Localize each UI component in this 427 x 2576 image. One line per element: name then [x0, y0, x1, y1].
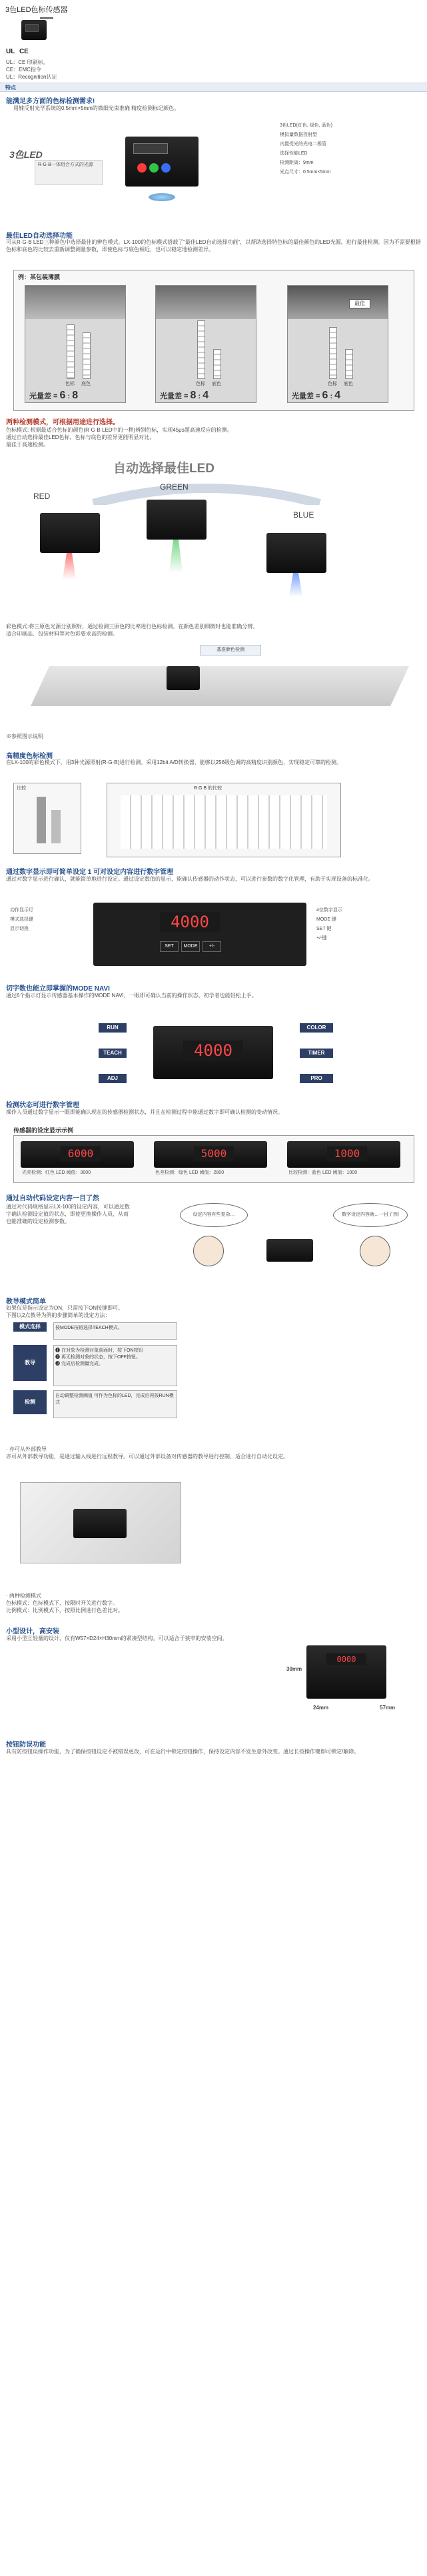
note-line: · 两种检测模式 [6, 1593, 41, 1599]
film-sample [288, 286, 388, 319]
example-caption: 光亮检测：红色 LED 阈值：3000 [22, 1170, 91, 1175]
bar-graph [329, 327, 337, 379]
bar-label: 色标 [328, 382, 337, 386]
section12-desc: 具有防按钮误操作功能，为了确保按钮设定不被错误更改，可在运行中锁定按钮操作，保持设定内容不发生意外改变。通过长按操作键即可锁定/解除。 [6, 1749, 360, 1755]
green-beam [169, 540, 183, 573]
note-line: 亦可从外部教导功能，是通过输入线进行远程教导。可以通过外部设备对传感器的教导进行控制，适合进行自动化设定。 [6, 1454, 288, 1460]
section11-notes [6, 1592, 419, 1614]
features-bar [0, 83, 427, 92]
sensor-green [147, 500, 207, 540]
section4-desc [6, 623, 419, 638]
sensor-body [125, 137, 199, 187]
bar-label: 底色 [212, 382, 221, 386]
navi-display: 4000 [183, 1041, 243, 1061]
mode-adj: ADJ [99, 1074, 127, 1083]
example-caption: 色差检测：绿色 LED 阈值：2800 [155, 1170, 224, 1175]
panel-red [25, 285, 126, 403]
auto-led-illustration [13, 453, 413, 600]
section12-title: 按钮防误功能 [6, 1741, 46, 1749]
section11-title: 小型设计，高安装 [6, 1628, 59, 1635]
page-filler [0, 1772, 427, 2576]
section1-illustration [5, 113, 258, 223]
plus-minus-button[interactable]: +/- [203, 941, 221, 952]
bar-label: 色标 [196, 382, 205, 386]
mode-navi-illustration [80, 1019, 346, 1089]
red-led [137, 163, 147, 173]
mode-teach: TEACH [99, 1049, 127, 1058]
section1-desc: 用辅反射光学系统的0.5mm×5mm的微细光束准确 精度检测标记颜色。 [13, 105, 180, 111]
display-example [287, 1141, 400, 1168]
bar-graph [213, 349, 221, 379]
sensor-icon [266, 1239, 313, 1262]
external-teach-illustration [13, 1469, 200, 1585]
section1-title: 能满足多方面的色标检测需求! [6, 98, 95, 105]
worker-icon [193, 1236, 224, 1266]
film-sample [156, 286, 256, 319]
note-line: 色标模式：色标模式下，按限时开关进行数字。 [6, 1600, 118, 1606]
step-tag: 检测 [13, 1390, 47, 1414]
desc-line: 色标模式: 根据最适合色标的颜色(R·G·B LED中的一种)辨别色标，实现45μs超高速反应的检测。 [6, 427, 232, 433]
note-line: · 亦可从外部教导 [6, 1446, 47, 1452]
section8-title: 检测状态可进行数字管理 [6, 1102, 79, 1109]
dim-depth: 24mm [313, 1705, 329, 1711]
panel-label: MODE 键 [316, 917, 336, 922]
panel-label: SET 键 [316, 927, 332, 931]
navi-device [153, 1026, 273, 1079]
dimension-display: 0000 [326, 1653, 366, 1665]
desc-line: 如果仅是指示设定为ON，只需按下ON按键即可。 [6, 1305, 123, 1311]
display-example [21, 1141, 134, 1168]
step-tag: 模式选择 [13, 1322, 47, 1332]
compare-small-box [13, 783, 81, 854]
rgb-bars [121, 795, 327, 849]
section7-title: 切字数也能立即掌握的MODE NAVI [6, 985, 110, 993]
section3-title: 两种检测模式，可根据用途进行选择。 [6, 419, 119, 426]
desc-line: 彩色模式:将三原色光源分别照射，通过检测三原色的比率进行色标检测。在颜色差别细微时也能准确分辨。 [6, 624, 258, 630]
green-label: GREEN [160, 482, 189, 492]
blue-led [161, 163, 171, 173]
cert-line: UL：Recognition认证 [6, 74, 57, 80]
ce-logo: CE [19, 48, 29, 55]
panel-label: 动作显示灯 [10, 908, 33, 913]
section1-callouts [280, 121, 420, 177]
bar-graph [197, 320, 205, 379]
panel-label: 4位数字显示 [316, 908, 342, 913]
bar-graph [345, 349, 353, 379]
red-label: RED [33, 492, 51, 501]
page-title: 3色LED色标传感器 [5, 6, 68, 14]
section11-desc: 采用小型且轻量的设计，仅有W57×D24×H30mm的紧凑型结构。可以适合于狭窄的安装空间。 [6, 1635, 228, 1641]
desc-line: 适合印刷品、包装材料等对色彩要求高的检测。 [6, 631, 118, 637]
callout-line: 模拟量数据投射型 [280, 133, 317, 137]
arc-arrow [87, 478, 326, 505]
light-spot [149, 193, 175, 201]
example-value: 6000 [61, 1146, 101, 1161]
step-text: 自动调整检测阈值 可作为色标的LED，完成后再按RUN模式 [53, 1390, 177, 1418]
mode-pro: PRO [300, 1074, 333, 1083]
compare-label: 比较 [17, 786, 26, 791]
step-tag: 教导 [13, 1345, 47, 1381]
callout-line: 光点尺寸：0.5mm×5mm [280, 170, 331, 175]
gray-bar [51, 810, 61, 843]
example-value: 5000 [194, 1146, 234, 1161]
panel-label: 模式选择键 [10, 917, 33, 922]
set-button[interactable]: SET [160, 941, 179, 952]
diff-label: 光量差 = 6 : 8 [29, 390, 79, 401]
rgb-compare-label: R G B 的比较 [194, 786, 222, 791]
section5-desc: 在LX-100的彩色模式下，用3种光源照射(R·G·B)进行检测。采用12bit A/D转换器，能够以256级色调的高精度识别颜色，实现稳定可靠的检测。 [6, 759, 342, 765]
section3-desc [6, 426, 339, 448]
section10-title: 教导模式简单 [6, 1298, 46, 1306]
section8-sub: 传感器的设定显示示例 [13, 1127, 74, 1134]
section2-title: 最佳LED自动选择功能 [6, 232, 73, 240]
section8-desc: 操作人员通过数字显示一眼即能确认现在的传感器检测状态，并且在检测过程中能通过数字即可确认检测的变动情况。 [6, 1109, 283, 1115]
conveyor-belt [31, 666, 409, 706]
gray-bar [37, 797, 46, 843]
section7-desc: 通过6个指示灯显示传感器基本操作的MODE NAVI，一眼即可确认当前的操作状态，初学者也能轻松上手。 [6, 993, 257, 999]
bar-graph [67, 324, 75, 379]
example-value: 1000 [327, 1146, 367, 1161]
sensor-panel [93, 903, 306, 966]
dimension-device [306, 1645, 386, 1699]
bubble-illustration [167, 1199, 420, 1279]
product-cable [40, 17, 53, 19]
section4-note: ※参照图示说明 [6, 733, 43, 739]
digital-display: 4000 [160, 912, 220, 932]
cert-line: CE：EMC指令 [6, 67, 41, 73]
film-sample [25, 286, 125, 319]
conveyor-illustration [40, 640, 400, 729]
section9-title: 通过自动代码设定内容一目了然 [6, 1195, 99, 1202]
section10-notes [6, 1446, 419, 1460]
sensor-red [40, 513, 100, 553]
desc-line: 最佳于高速检测。 [6, 442, 49, 448]
diff-label: 光量差 = 6 : 4 [292, 390, 341, 401]
worker-icon [360, 1236, 390, 1266]
dim-height: 30mm [286, 1666, 302, 1672]
bubble-left: 设定内容有些复杂… [180, 1203, 248, 1227]
mode-button[interactable]: MODE [181, 941, 200, 952]
cert-line: UL：CE 印刷标。 [6, 59, 49, 65]
desc-line: 下图以2点教导为例的步骤简单的设定方法： [6, 1312, 111, 1318]
section6-desc: 通过对数字显示进行确认，就能简单地进行设定。通过设定数值的显示，能确认传感器的动作状态，可以进行参数的数字化管理，有助于实现设备的标准化。 [6, 876, 374, 882]
best-badge: 最佳 [349, 299, 370, 308]
sensor-blue [266, 533, 326, 573]
section5-title: 高精度色标检测 [6, 753, 53, 760]
cert-logos [6, 48, 29, 55]
blue-label: BLUE [293, 510, 314, 520]
mode-run: RUN [99, 1023, 127, 1033]
panel-label: +/-键 [316, 936, 327, 941]
blue-beam [289, 573, 302, 597]
panel-labels-left [10, 906, 90, 934]
bar-label: 色标 [65, 382, 75, 386]
features-label: 特点 [5, 85, 16, 91]
section6-title: 通过数字显示即可简单设定 1 可对设定内容进行数字管理 [6, 869, 174, 876]
callout-line: 内置受光的光电二极管 [280, 142, 326, 147]
example-label: 例：某包装薄膜 [18, 274, 61, 280]
led-callout-box [35, 160, 103, 185]
rgb-compare-box [107, 783, 341, 857]
product-image [21, 20, 47, 40]
desc-line: 通过自动选择最佳LED色标，色标与底色的差异更能明显对比。 [6, 434, 155, 440]
bar-label: 底色 [81, 382, 91, 386]
section10-desc [6, 1304, 419, 1319]
panel-green [155, 285, 256, 403]
led-callout-text: R·G·B一体组合方式的光源 [38, 163, 93, 167]
bubble-right: 数字设定内容就…一目了然! [333, 1203, 408, 1227]
panel-labels-right [316, 906, 396, 943]
dimension-illustration [286, 1632, 420, 1725]
bar-graph [83, 332, 91, 379]
3led-logo: 3色LED [9, 149, 43, 160]
sensor-unit [167, 666, 200, 690]
red-beam [63, 553, 76, 580]
product-display [25, 24, 39, 32]
section2-desc: 可从R·G·B LED三种颜色中选择最佳的辨色模式。LX-100的色标模式搭载了“最佳LED自动选择功能”，以帮助选择特色标的最佳颜色的LED光源，进行最佳检测。因为不需要根据色标和底色的比较去重新调整测量参数，即使色标与底色相近，也可以稳定地检测差异。 [6, 239, 421, 252]
mode-color: COLOR [300, 1023, 333, 1033]
auto-led-banner: 自动选择最佳LED [113, 462, 215, 476]
note-line: 比例模式：比例模式下，按照比例进行色差比对。 [6, 1607, 123, 1613]
callout-line: 选择性能LED [280, 151, 308, 156]
reference-color-note: 基准颜色检测 [200, 645, 261, 655]
section9-desc: 通过对代码规格显示LX-100的设定内容，可以通过数字确认检测设定值的状态，即使更换操作人员，从而也能准确的设定检测参数。 [6, 1204, 130, 1224]
step-text: ❶ 在对象为检测对象前面时，按下ON按钮 ❷ 再无检测对象的状态，按下OFF按钮。 ❸ 完成后检测量完成。 [53, 1345, 177, 1386]
diff-label: 光量差 = 8 : 4 [160, 390, 209, 401]
teach-device [73, 1509, 127, 1538]
example-caption: 比较检测：蓝色 LED 阈值：1000 [288, 1170, 358, 1175]
mode-timer: TIMER [300, 1049, 333, 1058]
panel-label: 显示切换 [10, 927, 29, 931]
cert-list [6, 59, 57, 81]
panel-blue [287, 285, 388, 403]
ul-logo: UL [6, 48, 15, 55]
display-examples [13, 1135, 414, 1183]
sensor-display [133, 143, 168, 154]
step-text: 按MODE按钮选择TEACH模式。 [53, 1322, 177, 1340]
display-example [154, 1141, 267, 1168]
callout-line: 检测距离：9mm [280, 161, 314, 165]
bar-label: 底色 [344, 382, 353, 386]
led-compare-box [13, 270, 414, 411]
callout-line: 3色LED(红色, 绿色, 蓝色) [280, 123, 332, 128]
dim-width: 57mm [380, 1705, 396, 1711]
teach-steps [13, 1322, 180, 1439]
green-led [149, 163, 159, 173]
